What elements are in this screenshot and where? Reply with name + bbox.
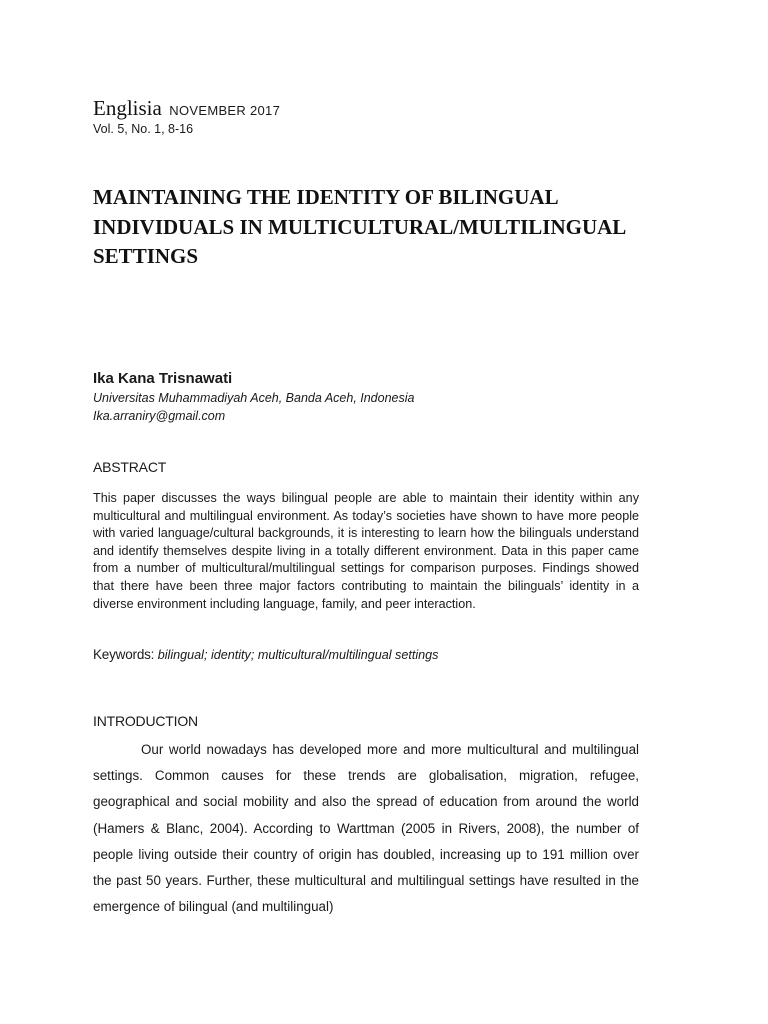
author-affiliation: Universitas Muhammadiyah Aceh, Banda Aceh, Indonesia [93, 391, 415, 405]
abstract-heading: ABSTRACT [93, 459, 167, 475]
author-email: Ika.arraniry@gmail.com [93, 409, 226, 423]
introduction-heading: INTRODUCTION [93, 713, 198, 729]
keywords-value: bilingual; identity; multicultural/multilingual settings [157, 648, 439, 662]
introduction-text: Our world nowadays has developed more and more multicultural and multilingual settings. Common causes for these trends are globalisation, migration, refugee, geographical and social mobility and also the spread of education from around the world (Hamers & Blanc, 2004). According to Warttman (2005 in Rivers, 2008), the number of people living outside their country of origin has doubled, increasing up to 191 million over the past 50 years. Further, these multicultural and multilingual settings have resulted in the emergence of bilingual (and multilingual) [93, 742, 639, 915]
abstract-text: This paper discusses the ways bilingual people are able to maintain their identity within any multicultural and multilingual environment. As today’s societies have shown to have more people with varied language/cultural backgrounds, it is interesting to learn how the bilinguals understand and identify themselves despite living in a totally different environment. Data in this paper came from a number of multicultural/multilingual settings for comparison purposes. Findings showed that there have been three major factors contributing to maintain the bilinguals’ identity in a diverse environment including language, family, and peer interaction. [93, 491, 639, 611]
volume-info: Vol. 5, No. 1, 8-16 [93, 122, 194, 136]
journal-name: Englisia [93, 96, 162, 120]
paper-title: MAINTAINING THE IDENTITY OF BILINGUAL INDIVIDUALS IN MULTICULTURAL/MULTILINGUAL SETTINGS [93, 185, 626, 268]
keywords [93, 646, 653, 664]
author-name: Ika Kana Trisnawati [93, 370, 233, 387]
journal-masthead [93, 96, 280, 121]
issue-date: NOVEMBER 2017 [169, 103, 281, 118]
keywords-label: Keywords: [93, 647, 155, 662]
author-block [93, 369, 693, 425]
